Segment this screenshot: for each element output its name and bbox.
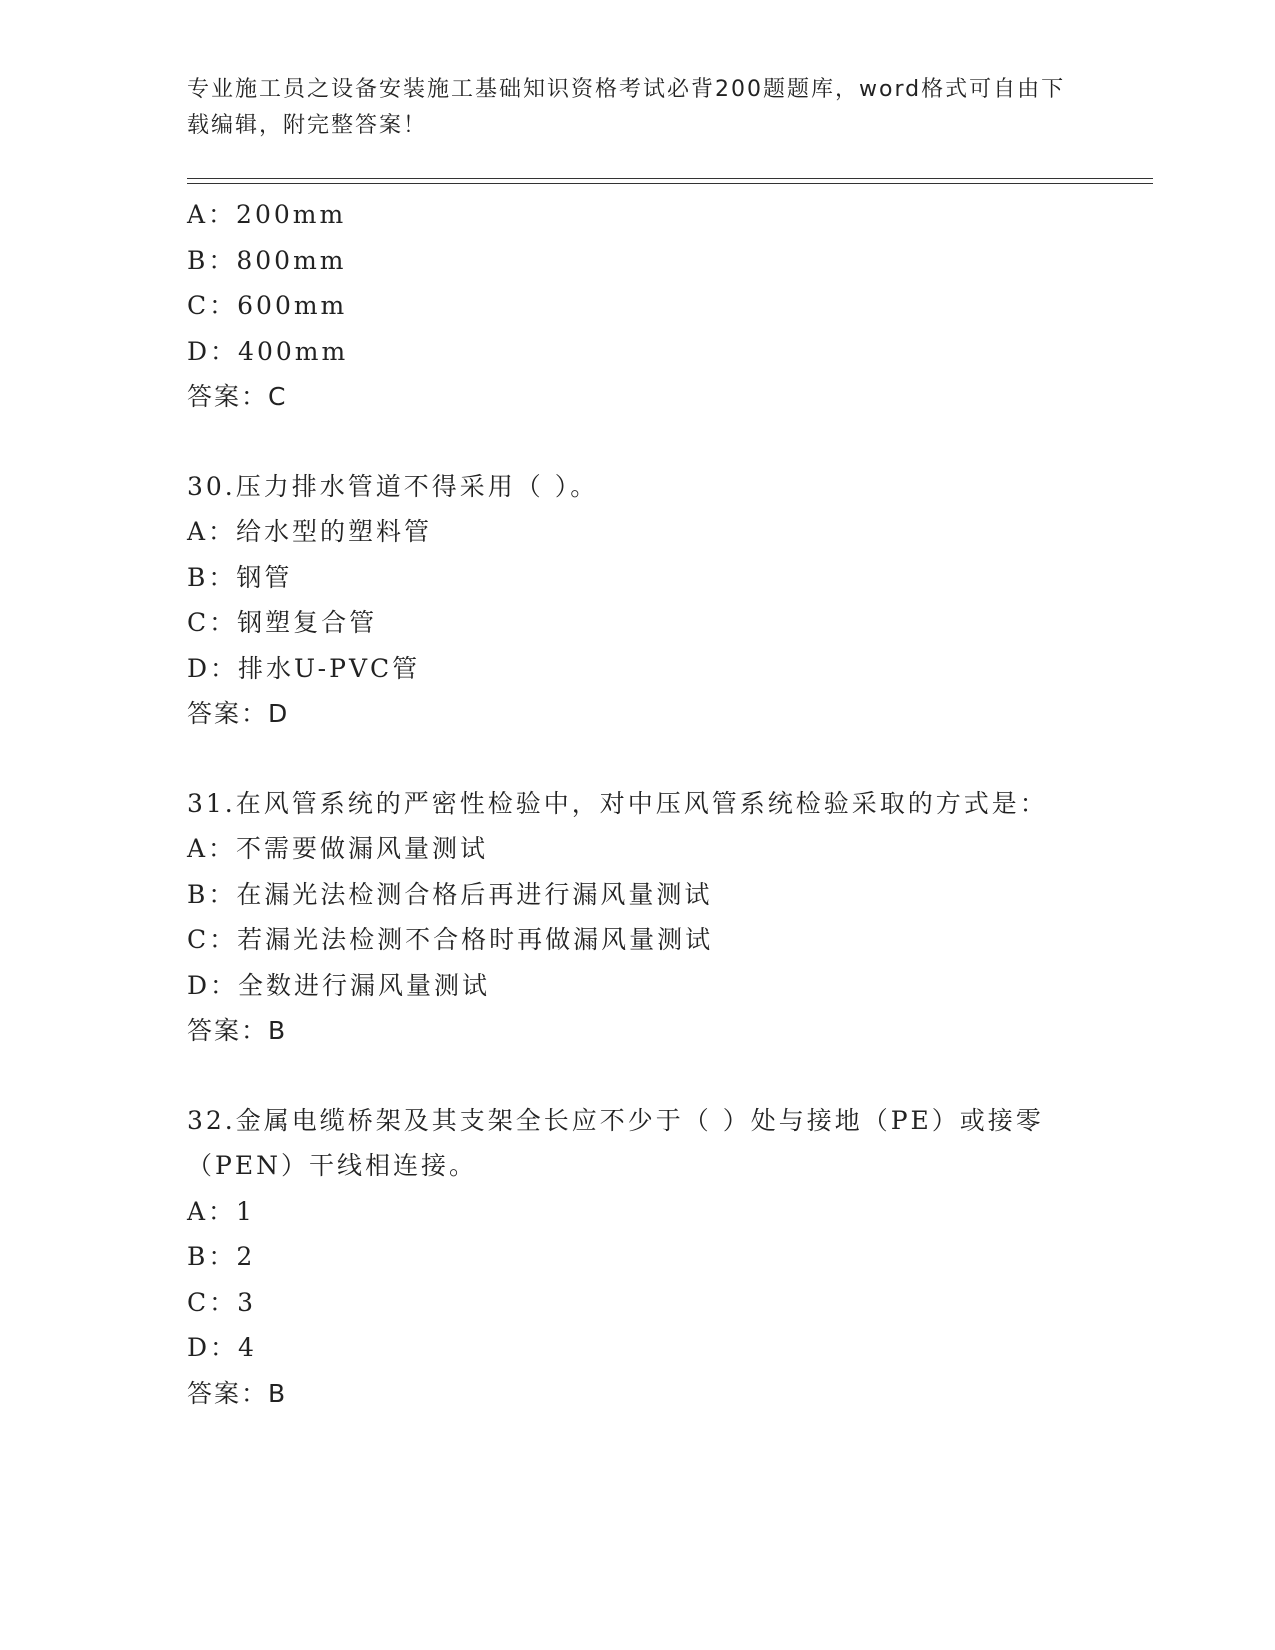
question-spacer [187, 1054, 1087, 1098]
option-d: D：排水U-PVC管 [187, 653, 421, 683]
option-b: B：钢管 [187, 562, 293, 592]
option-d: D：全数进行漏风量测试 [187, 970, 491, 1000]
option-c: C：600mm [187, 291, 348, 320]
option-c: C：钢塑复合管 [187, 608, 378, 637]
option-b: B：2 [187, 1242, 256, 1271]
header-divider-top [187, 178, 1153, 179]
option-a: A：不需要做漏风量测试 [187, 834, 489, 863]
option-d: D：4 [187, 1333, 257, 1362]
answer-line: 答案：B [187, 1378, 288, 1408]
question-text: 32.金属电缆桥架及其支架全长应不少于（ ）处与接地（PE）或接零（PEN）干线相连接。 [187, 1105, 1044, 1180]
option-d: D：400mm [187, 336, 349, 366]
option-b: B：在漏光法检测合格后再进行漏风量测试 [187, 879, 713, 909]
question-spacer [187, 737, 1087, 781]
question-block-31 [187, 781, 1087, 1054]
document-header-title: 专业施工员之设备安装施工基础知识资格考试必背200题题库，word格式可自由下载编辑，附完整答案！ [187, 77, 1066, 138]
option-b: B：800mm [187, 245, 347, 275]
header-divider-bottom [187, 183, 1153, 184]
question-list [187, 192, 1087, 1416]
question-block-30 [187, 464, 1087, 737]
answer-line: 答案：C [187, 382, 288, 411]
question-block-32 [187, 1098, 1087, 1417]
option-a: A：1 [187, 1196, 255, 1226]
question-spacer [187, 420, 1087, 464]
option-c: C：3 [187, 1287, 257, 1317]
question-block-29 [187, 192, 1087, 420]
answer-line: 答案：B [187, 1016, 288, 1045]
question-text: 31.在风管系统的严密性检验中，对中压风管系统检验采取的方式是： [187, 788, 1048, 818]
option-c: C：若漏光法检测不合格时再做漏风量测试 [187, 925, 714, 954]
question-text: 30.压力排水管道不得采用（ ）。 [187, 471, 599, 501]
option-a: A：200mm [187, 200, 347, 229]
option-a: A：给水型的塑料管 [187, 517, 433, 546]
answer-line: 答案：D [187, 699, 290, 728]
